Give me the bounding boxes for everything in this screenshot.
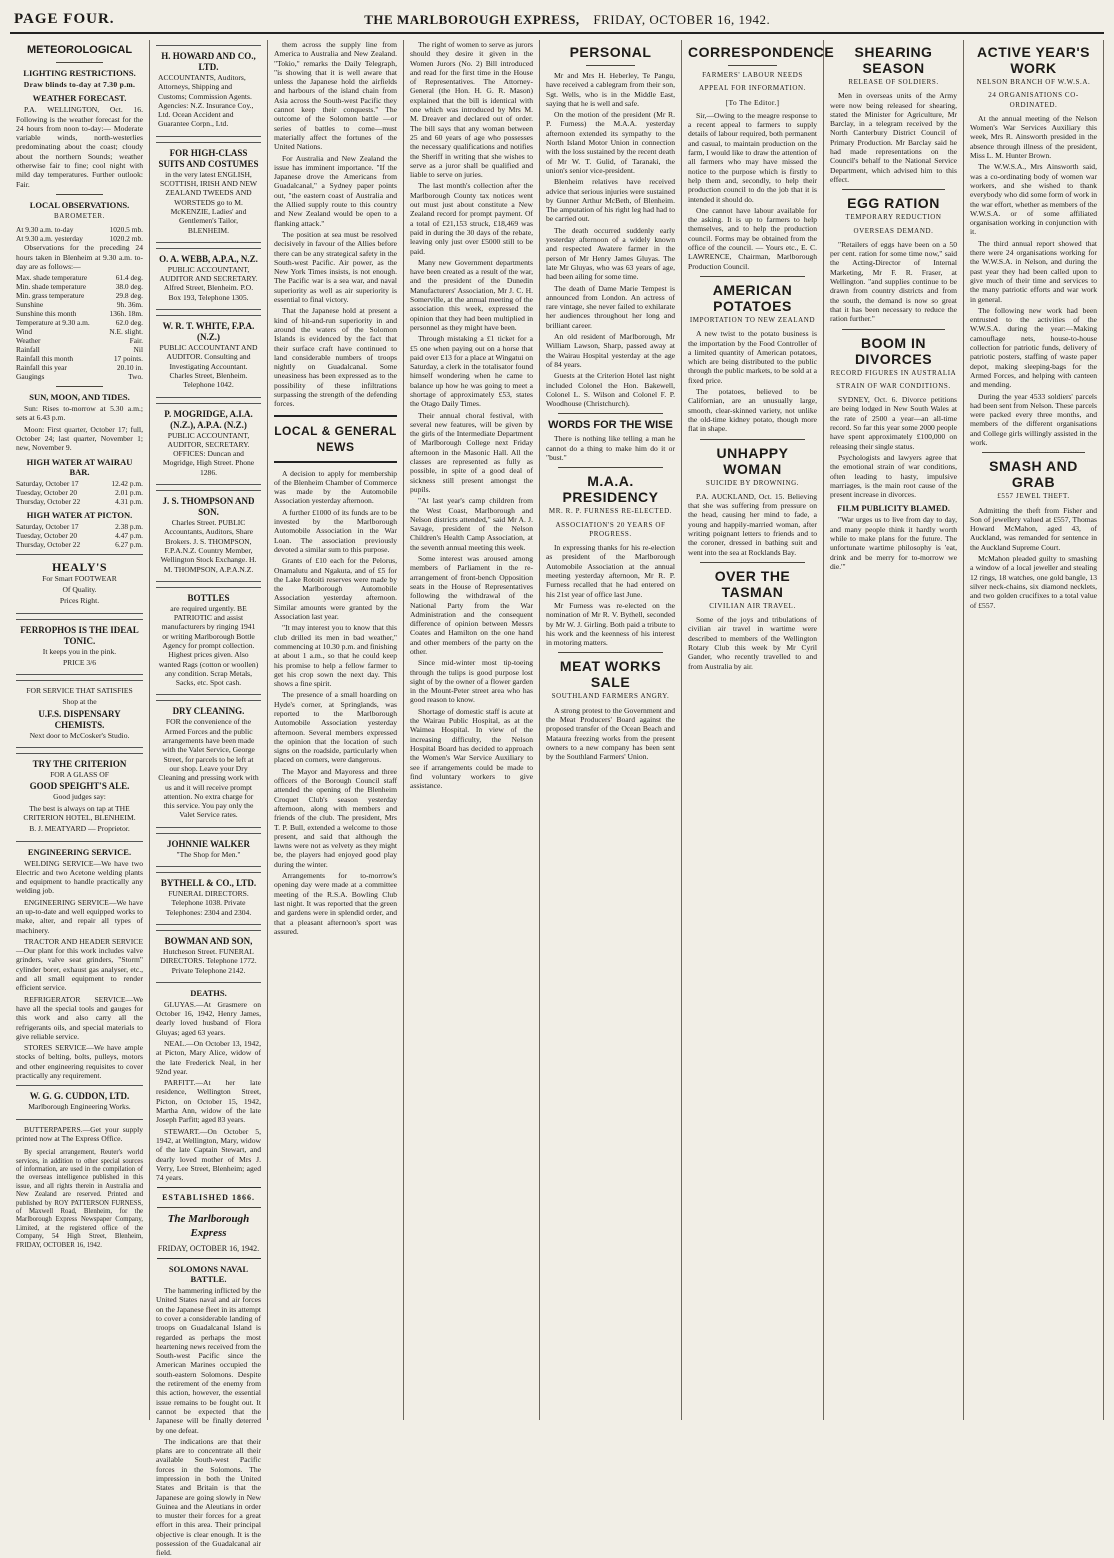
active-year-subhead-2: 24 ORGANISATIONS CO-ORDINATED.	[988, 91, 1079, 109]
article-paragraph: For Australia and New Zealand the issue has imminent importance. "If the Japanese drove the Americans from Guadalcanal," a Sydney paper points out, "the eastern coast of Australia and the Allied supply route to this country and New Zealand would be open to a flanking attack."	[274, 153, 397, 228]
news-item: The Mayor and Mayoress and three officers of the Borough Council staff attended the opening of the Blenheim Croquet Club's season yesterday afternoon, along with members and friends of the club. The president, Mrs T. P. Bull, extended a welcome to those present, and said that although the lawns were not as velvety as they might be, the players had enjoyed good play during the winter.	[274, 766, 397, 869]
ad-line: It keeps you in the pink.	[42, 646, 117, 656]
leader-paragraph: The indications are that their plans are to concentrate all their available South-west Pacific forces in the Solomons. The impression in both the United States and Britain is that the Japanese are going slowly in New Guinea and the Aleutians in order to muster their forces for a great effort in this area. Their principal objective is clear enough. It is the possession of the Guadalcanal air field.	[156, 1436, 261, 1558]
deaths-headline: DEATHS.	[190, 987, 227, 998]
ad-title: FOR HIGH-CLASS SUITS AND COSTUMES	[158, 147, 259, 169]
butterpapers-ad: BUTTERPAPERS.—Get your supply printed now at The Express Office.	[16, 1124, 143, 1143]
paper-script-title: The Marlborough Express	[167, 1212, 250, 1239]
death-notice: STEWART.—On October 5, 1942, at Wellington, Mary, widow of the late Captain Stewart, and dearly loved mother of Mrs J. Verry, Lee Street, Blenheim; aged 74 years.	[156, 1126, 261, 1183]
row-value: 61.4 deg.	[115, 273, 143, 283]
film-paragraph: "War urges us to live from day to day, and many people think it hardly worth while to make plans for the future. The unfortunate wartime philosophy is 'eat, drink and be merry for to-morrow we die.'"	[830, 515, 957, 571]
ad-title: JOHNNIE WALKER	[166, 838, 251, 849]
imprint-text: By special arrangement, Reuter's world services, in addition to other special sources of information, are used in the compilation of the overseas intelligence published in this issue, and all rights therein in Australia and New Zealand are reserved. Printed and published by ROY PATTERSON FURNESS, of Maxwell Road, Blenheim, for the Marlborough Express Newspaper Company, Limited, at the registered office of the Company, 54 High Street, Blenheim, FRIDAY, OCTOBER 16, 1942.	[16, 1149, 143, 1249]
active-year-paragraph: The following new work had been entrusted to the activities of the W.W.S.A. during the year:—Making camouflage nets, house-to-house collection for patriotic funds, delivery of patriotic posters, staffing of waste paper depot, making sleeping-bags for the Armed Forces, and helping with canteen and mending.	[970, 305, 1097, 390]
professional-ad	[156, 930, 261, 983]
personal-item: Mr and Mrs H. Heberley, Te Pangu, have received a cablegram from their son, Sgt. Wells, who is in the Middle East, saying that he is well and safe.	[546, 71, 675, 108]
smash-grab-subhead: £557 JEWEL THEFT.	[997, 492, 1070, 501]
ad-body: "The Shop for Men."	[176, 849, 241, 859]
row-value: 1020.5 mb.	[109, 225, 143, 235]
engineering-item: WELDING SERVICE—We have two Electric and two Acetone welding plants and equipment to handle practically any welding job.	[16, 858, 143, 896]
row-value: 2.38 p.m.	[115, 521, 143, 531]
ad-line: Shop at the	[62, 697, 97, 707]
row-label: Sunshine this month	[16, 309, 77, 319]
row-label: Tuesday, October 20	[16, 530, 78, 540]
smash-grab-headline: SMASH AND GRAB	[989, 458, 1078, 491]
wairau-headline: HIGH WATER AT WAIRAU BAR.	[26, 456, 133, 477]
forecast-text: P.A. WELLINGTON, Oct. 16. Following is the weather forecast for the 24 hours from noon to-day:— Moderate variable winds, north-westerlies predominating about the coast; cloudy about the northern Sounds; weather otherwise fair to fine; cool night with mild day temperatures. Further outlook: Fair.	[16, 105, 143, 189]
row-value: 4.47 p.m.	[115, 530, 143, 540]
row-value: Fair.	[129, 336, 143, 346]
divider	[700, 439, 805, 440]
tonic-ad	[16, 619, 143, 676]
healys-ad	[16, 554, 143, 614]
ad-line: Next door to McCosker's Studio.	[29, 730, 130, 740]
ad-title: HEALY'S	[51, 559, 108, 574]
ad-body: are required urgently. BE PATRIOTIC and assist manufacturers by ringing 1941 or writing Marlborough Bottle Agency for prompt collection. Highest prices given. Also wanted Rags (cotton or woollen) any condition. Scrap Metals, Sacks, etc. Spot cash.	[158, 603, 259, 688]
ad-body: ACCOUNTANTS, Auditors, Attorneys, Shipping and Customs; Commission Agents. Agencies: N.Z. Insurance Coy., Ltd. Ocean Accident and Guarantee Corpn., Ltd.	[158, 73, 254, 129]
row-value: 62.0 deg.	[115, 318, 143, 328]
meat-subhead: SOUTHLAND FARMERS ANGRY.	[551, 692, 670, 701]
ad-line: Marlborough Engineering Works.	[28, 1102, 131, 1112]
moon-text: Moon: First quarter, October 17; full, October 24; last quarter, November 1; new, November 9.	[16, 424, 143, 453]
news-item: Since mid-winter most tip-toeing through the tulips is good purpose lost sight of by the owner of a flower garden in the Mount-Peter street area who has good reason to know.	[410, 658, 533, 705]
row-label: At 9.30 a.m. yesterday	[16, 234, 83, 244]
personal-headline: PERSONAL	[569, 44, 652, 60]
table-row	[16, 479, 143, 488]
divider	[700, 562, 805, 563]
ad-title: BYTHELL & CO., LTD.	[160, 878, 257, 889]
news-item: Shortage of domestic staff is acute at the Wairau Public Hospital, as at the Waimea Hospital. In view of the increasing difficulty, the Nelson Hospital Board has decided to approach the Women's War Service Auxiliary to see if arrangements could be made to find voluntary workers to give assistance.	[410, 706, 533, 791]
divider	[157, 1207, 261, 1208]
column-5	[540, 40, 682, 1420]
correspondence-subhead-2: APPEAL FOR INFORMATION.	[698, 84, 807, 93]
ad-body: FUNERAL DIRECTORS. Telephone 1038. Private Telephones: 2304 and 2304.	[165, 889, 252, 917]
news-item: Their annual choral festival, with several new features, will be given by the girls of the Intermediate Department of Marlborough College next Friday afternoon in the Masonic Hall. All the classes are represented as fully as possible, in spite of a good deal of sickness still present amongst the pupils.	[410, 410, 533, 494]
ad-line: Of Quality.	[62, 584, 97, 594]
news-item: The presence of a small hoarding on Hyde's corner, at Springlands, was reported to the Marlborough Automobile Association yesterday afternoon. Several members expressed the opinion that the location of such signs on the roadside, particularly when placed on corners, were dangerous.	[274, 690, 397, 765]
divider	[56, 194, 103, 195]
row-value: 6.27 p.m.	[115, 539, 143, 549]
row-value: 4.31 p.m.	[115, 496, 143, 506]
row-value: Two.	[128, 372, 143, 382]
table-row	[16, 300, 143, 309]
leader-paragraph: The hammering inflicted by the United States naval and air forces on the Japanese fleet in its attempt to cover a considerable landing of troops on Guadalcanal Island is regarded as perhaps the most heartening news received from the South-west Pacific since the American Marines occupied the south-eastern Solomons. Despite the retirement of the enemy from this action, however, the essential issue remains to be fought out. It cannot be expected that the Japanese will be finally deterred by one defeat.	[156, 1286, 261, 1435]
table-row	[16, 336, 143, 345]
divider	[842, 329, 945, 330]
leader-headline: SOLOMONS NAVAL BATTLE.	[168, 1264, 249, 1285]
ad-title: J. S. THOMPSON AND SON.	[162, 496, 255, 518]
row-label: Temperature at 9.30 a.m.	[16, 318, 90, 328]
paper-name: THE MARLBOROUGH EXPRESS,	[364, 12, 580, 27]
tasman-headline: OVER THE TASMAN	[714, 567, 791, 600]
row-value: 1020.2 mb.	[109, 234, 143, 244]
observations-headline: LOCAL OBSERVATIONS.	[29, 199, 130, 210]
divider	[56, 62, 103, 63]
forecast-headline: WEATHER FORECAST.	[32, 93, 127, 104]
active-year-subhead: NELSON BRANCH OF W.W.S.A.	[976, 78, 1091, 86]
personal-item: An old resident of Marlborough, Mr William Lawson, Sharp, passed away at the Wairau Hospital yesterday at the age of 84 years.	[546, 332, 675, 369]
barometer-table	[16, 225, 143, 243]
table-row	[16, 497, 143, 506]
observations-table	[16, 273, 143, 381]
professional-ad	[156, 833, 261, 867]
ad-body: FOR the convenience of the Armed Forces and the public arrangements have been made with the Valet Service, George Street, for parcels to be left at our shop. Leave your Dry Cleaning and pressing work with us and it will receive prompt attention. No extra charge for this service. You pay only the Valet Service rates.	[158, 717, 259, 820]
page-number: PAGE FOUR.	[14, 11, 115, 27]
news-item: Through mistaking a £1 ticket for a £5 one when paying out on a horse that paid over £13 for a place at Wingatui on Saturday, a clerk in the totalisator found himself wondering when he came to balance up how he was going to meet a shortage of approximately £53, states the Otago Daily Times.	[410, 334, 533, 409]
row-label: Saturday, October 17	[16, 521, 79, 531]
news-item: The right of women to serve as jurors should they desire it given in the Women Jurors (No. 2) Bill introduced and read for the first time in the House of Representatives. The Attorney-General (the Hon. H. G. R. Mason) explained that the bill is identical with one which was introduced by Mrs M. M. Dreaver and declared out of order. The bill says that any woman between 25 and 60 years of age who possesses the necessary qualifications and notifies the Sheriff in writing that she wishes to serve as a juror shall be qualified and liable to serve on juries.	[410, 40, 533, 180]
professional-ad	[156, 45, 261, 137]
egg-paragraph: "Retailers of eggs have been on a 50 per cent. ration for some time now," said the Acting-Director of Internal Marketing, Mr F. R. Fraser, at Wellington. "and supplies continue to be drawn from country districts and from the south, the demand is now so great that it has been necessary to reduce the ration further."	[830, 239, 957, 324]
row-label: At 9.30 a.m. to-day	[16, 225, 74, 235]
death-notice: PARFITT.—At her late residence, Wellington Street, Picton, on October 15, 1942, Martha Ann, widow of the late Joseph Parfitt; aged 83 years.	[156, 1078, 261, 1125]
professional-ad	[156, 142, 261, 243]
table-row	[16, 372, 143, 381]
column-4	[404, 40, 540, 1420]
article-paragraph: them across the supply line from America to Australia and New Zealand. "Tokio," remarks the Daily Telegraph, "is showing that it is well aware that unless the Japanese hold the airfields and harbours of the island chain from Asia across the South-west Pacific they cannot keep their conquests." The outcome of the Solomon battle —or series of battles to come—must materially affect the fortunes of the United Nations.	[274, 40, 397, 152]
ad-line: FOR SERVICE THAT SATISFIES	[26, 686, 133, 696]
ad-line: PRICE 3/6	[62, 657, 97, 667]
ufs-ad	[16, 680, 143, 748]
row-label: Gaugings	[16, 372, 45, 382]
divider	[842, 189, 945, 190]
row-value: N.E. slight.	[109, 327, 143, 337]
unhappy-subhead: SUICIDE BY DROWNING.	[705, 478, 800, 487]
smash-grab-paragraph: McMahon pleaded guilty to smashing a window of a local jeweller and stealing 12 rings, 18 watches, one gold bangle, 13 silver neck-chains, six diamond necklets, and two golden crucifixes to a total value of £557.	[970, 554, 1097, 610]
egg-subhead-2: OVERSEAS DEMAND.	[853, 226, 934, 235]
divorces-paragraph: SYDNEY, Oct. 6. Divorce petitions are being lodged in New South Wales at the rate of 2500 a year—an all-time record. So far this year some 2000 people have spent approximately £100,000 on releasing their single status.	[830, 395, 957, 451]
maa-subhead: MR. R. P. FURNESS RE-ELECTED.	[548, 507, 673, 516]
barometer-headline: BAROMETER.	[54, 211, 105, 220]
table-row	[16, 273, 143, 282]
ad-line: Good judges say:	[53, 792, 106, 802]
maa-paragraph: Mr Furness was re-elected on the nomination of Mr R. V. Bythell, seconded by Mr W. J. Girling. Both paid a tribute to his work and the keenness of his interest in motoring matters.	[546, 600, 675, 648]
row-label: Min. grass temperature	[16, 291, 85, 301]
row-value: 38.0 deg.	[115, 282, 143, 292]
row-value: 9h. 36m.	[116, 300, 143, 310]
divorces-paragraph: Psychologists and lawyers agree that the emotional strain of war conditions, often leading to hasty, impulsive marriages, is the main root cause of the present increase in divorces.	[830, 452, 957, 500]
shearing-subhead: RELEASE OF SOLDIERS.	[848, 78, 939, 86]
divorces-headline: BOOM IN DIVORCES	[854, 334, 933, 367]
imprint	[16, 1149, 143, 1250]
divider	[558, 652, 663, 653]
row-value: 17 points.	[113, 354, 143, 364]
active-year-paragraph: During the year 4533 soldiers' parcels had been sent from Nelson. These parcels were packed every three months, and members of the different organisations and College girls willingly assisted in the work.	[970, 391, 1097, 447]
ad-body: in the very latest ENGLISH, SCOTTISH, IRISH AND NEW ZEALAND TWEEDS AND WORSTEDS go to M. McKENZIE, Ladies' and Gentlemen's Tailor, BLENHEIM.	[159, 169, 258, 235]
table-row	[16, 345, 143, 354]
row-label: Rainfall this month	[16, 354, 74, 364]
meat-headline: MEAT WORKS SALE	[559, 658, 662, 691]
news-item: "It may interest you to know that this club drilled its men in bad weather," commencing at 10.30 p.m. and finishing at about 1 a.m., so that he could keep his promise to help a fellow farmer to get his crop sown the next day. This shows a fine spirit.	[274, 623, 397, 689]
correspondence-headline: CORRESPONDENCE	[688, 44, 835, 60]
ad-title: TRY THE CRITERION	[32, 759, 127, 770]
column-8	[964, 40, 1104, 1420]
wairau-table	[16, 479, 143, 506]
divider	[558, 467, 663, 468]
ad-title: W. G. G. CUDDON, LTD.	[29, 1091, 130, 1102]
ad-title: P. MOGRIDGE, A.I.A. (N.Z.), A.P.A. (N.Z.)	[164, 408, 253, 430]
shearing-paragraph: Men in overseas units of the Army were now being released for shearing, stated the Minister for Agriculture, Mr Barclay, in a telegram received by the North Canterbury District Council of Primary Production. Mr Barclay said he had made representations on the Council's behalf to the National Service Department, which advised him to this effect.	[830, 91, 957, 184]
professional-ad	[156, 587, 261, 696]
ad-title: BOTTLES	[187, 592, 230, 603]
news-item: Some interest was aroused among members of Parliament in the re-arrangement of front-bench Opposition seats in the House of Representatives following the withdrawal of the National Party from the War Administration and the consequent difference of opinion between Messrs Coates and Hamilton on the one hand and other members of the party on the other.	[410, 554, 533, 656]
table-row	[16, 309, 143, 318]
sun-moon-headline: SUN, MOON, AND TIDES.	[29, 392, 130, 403]
ad-line: Prices Right.	[59, 596, 100, 606]
row-value: 20.10 in.	[116, 363, 143, 373]
picton-headline: HIGH WATER AT PICTON.	[26, 509, 133, 520]
egg-subhead: TEMPORARY REDUCTION	[845, 213, 942, 222]
column-2	[150, 40, 268, 1558]
divorces-subhead-2: STRAIN OF WAR CONDITIONS.	[836, 381, 951, 390]
divider	[56, 386, 103, 387]
ad-body: PUBLIC ACCOUNTANT, AUDITOR AND SECRETARY. Alfred Street, Blenheim. P.O. Box 193, Telephone 1305.	[159, 264, 258, 302]
death-notice: GLUYAS.—At Grasmere on October 16, 1942, Henry James, dearly loved husband of Flora Gluyas; aged 63 years.	[156, 999, 261, 1037]
row-label: Min. shade temperature	[16, 282, 86, 292]
table-row	[16, 531, 143, 540]
personal-item: Guests at the Criterion Hotel last night included Colonel the Hon. Bakewell, Colonel L. S. Wilson and Colonel F. P. Woodhouse (Christchurch).	[546, 371, 675, 409]
ad-body: PUBLIC ACCOUNTANT AND AUDITOR. Consulting and Investigating Accountant. Charles Street, Blenheim. Telephone 1042.	[159, 343, 258, 390]
lighting-headline: LIGHTING RESTRICTIONS.	[23, 68, 136, 78]
picton-table	[16, 522, 143, 549]
table-row	[16, 234, 143, 243]
engineering-item: TRACTOR AND HEADER SERVICE—Our plant for this work includes valve grinders, valve seat grinders, "Storm" cylinder borer, exhaust gas analyser, etc., and all small equipment to render efficient service.	[16, 936, 143, 993]
ad-title: FERROPHOS IS THE IDEAL TONIC.	[20, 624, 139, 646]
divorces-subhead: RECORD FIGURES IN AUSTRALIA	[830, 368, 957, 377]
divider	[982, 452, 1085, 453]
professional-ad	[156, 403, 261, 485]
potatoes-paragraph: The potatoes, believed to be Californian, are an unusually large, smooth, clear-skinned variety, not unlike the old-time kidney potato, though more flat in shape.	[688, 387, 817, 434]
professional-ad	[156, 872, 261, 925]
news-item: The last month's collection after the Marlborough County tax notices went out must just about constitute a New Zealand record for prompt payment. Of a total of £21,153 struck, £18,469 was paid in during the 30 days of the rebate, leaving only just over £5000 still to be paid.	[410, 181, 533, 256]
article-paragraph: That the Japanese hold at present a kind of hit-and-run superiority in and around the waters of the Solomon Islands is evidenced by the fact that their surface craft have continued to land considerable numbers of troops nightly on Guadalcanal. Some uneasiness has been expressed as to the possibility of these infiltrations surpassing the strength of the defending forces.	[274, 306, 397, 409]
table-row	[16, 225, 143, 234]
ad-line: B. J. MEATYARD — Proprietor.	[29, 824, 130, 834]
news-item: A decision to apply for membership of the Blenheim Chamber of Commerce was made by the Automobile Association yesterday afternoon.	[274, 468, 397, 506]
news-item: A further £1000 of its funds are to be invested by the Marlborough Automobile Association in the War Loan. The association previously devoted a similar sum to this purpose.	[274, 507, 397, 554]
table-row	[16, 318, 143, 327]
row-label: Wind	[16, 327, 33, 337]
shearing-headline: SHEARING SEASON	[854, 44, 933, 76]
smash-grab-paragraph: Admitting the theft from Fisher and Son of jewellery valued at £557, Thomas Howard McMahon, aged 43, of Auckland, was remanded for sentence in the Auckland Supreme Court.	[970, 505, 1097, 552]
ad-title: W. R. T. WHITE, F.P.A. (N.Z.)	[162, 321, 255, 343]
ad-body: PUBLIC ACCOUNTANT, AUDITOR, SECRETARY. OFFICES: Duncan and Mogridge, High Street. Phone 1286.	[162, 430, 255, 477]
tasman-paragraph: Some of the joys and tribulations of civilian air travel in wartime were described to members of the Wellington Rotary Club this week by Mr Cyril Gander, who recently travelled to and from Australia by air.	[688, 615, 817, 671]
ad-title: DRY CLEANING.	[172, 706, 245, 717]
potatoes-paragraph: A new twist to the potato business is the importation by the Food Controller of a limited quantity of American potatoes, which are being distributed to the public through the public markets, to be sold at a fixed price.	[688, 329, 817, 385]
column-6	[682, 40, 835, 1420]
egg-headline: EGG RATION	[847, 195, 940, 212]
row-label: Weather	[16, 336, 41, 346]
maa-subhead-2: ASSOCIATION'S 20 YEARS OF PROGRESS.	[555, 520, 666, 538]
ad-title: GOOD SPEIGHT'S ALE.	[29, 781, 130, 792]
professional-ad	[156, 700, 261, 827]
row-label: Rainfall	[16, 345, 40, 355]
active-year-paragraph: The W.W.S.A., Mrs Ainsworth said, was a co-ordinating body of women war workers, and she wished to thank everybody who did some form of work in the war effort, whether as members of the W.W.S.A. or of some affiliated organisation working in conjunction with it.	[970, 162, 1097, 237]
criterion-ad	[16, 753, 143, 841]
table-row	[16, 522, 143, 531]
cuddon-ad	[16, 1085, 143, 1119]
ad-body: Charles Street. PUBLIC Accountants, Auditors, Share Brokers. J. S. THOMPSON, F.P.A.N.Z. Country Member, Wellington Stock Exchange. H. M. THOMPSON, A.P.A.N.Z.	[160, 518, 257, 574]
potatoes-subhead: IMPORTATION TO NEW ZEALAND	[689, 315, 816, 324]
divider	[586, 65, 635, 66]
sun-text: Sun: Rises to-morrow at 5.30 a.m.; sets at 6.43 p.m.	[16, 404, 143, 423]
article-paragraph: The position at sea must be resolved decisively in favour of the Allies before there can be any strategical safety in the South-west Pacific. Air power, as the New York Times insists, is not enough. The Pacific war is a sea war, and naval superiority as well as air superiority is essential to final victory.	[274, 229, 397, 305]
meteorological-headline: METEOROLOGICAL	[26, 44, 133, 56]
row-label: Thursday, October 22	[16, 496, 81, 506]
row-value: 136h. 18m.	[109, 309, 143, 319]
film-headline: FILM PUBLICITY BLAMED.	[837, 503, 950, 514]
active-year-headline: ACTIVE YEAR'S WORK	[976, 44, 1091, 76]
ad-title: O. A. WEBB, A.P.A., N.Z.	[159, 253, 258, 264]
engineering-headline: ENGINEERING SERVICE.	[27, 846, 132, 857]
paper-title	[364, 12, 770, 28]
row-value: 2.01 p.m.	[115, 487, 143, 497]
maa-headline: M.A.A. PRESIDENCY	[562, 473, 659, 506]
letter-paragraph: Sir,—Owing to the meagre response to a recent appeal to farmers to supply details of labour required, both permanent and casual, to maintain production on the farm, I would like to draw the attention of all farmers who may have missed the notice to the purpose which is firstly to help them and, secondly, to help their production council to do the job that it is intended it should do.	[688, 110, 817, 204]
professional-ad	[156, 490, 261, 582]
row-label: Tuesday, October 20	[16, 487, 78, 497]
active-year-paragraph: The third annual report showed that there were 24 organisations working for the W.W.S.A. in Nelson, and during the past year they had been called upon to give much of their time and services to the many patriotic efforts and war work in general.	[970, 238, 1097, 304]
personal-item: The death of Dame Marie Tempest is announced from London. An actress of rare vintage, she never failed to exhilarate her audiences throughout her long and brilliant career.	[546, 283, 675, 330]
established-line: ESTABLISHED 1866.	[162, 1193, 255, 1203]
correspondence-subhead: FARMERS' LABOUR NEEDS	[702, 71, 803, 79]
table-row	[16, 354, 143, 363]
table-row	[16, 488, 143, 497]
paper-date: FRIDAY, OCTOBER 16, 1942.	[593, 12, 771, 27]
meat-paragraph: A strong protest to the Government and the Meat Producers' Board against the proposed transfer of the Ocean Beach and Mataura freezing works from the present owners to a new company has been sent by the Southland Farmers' Union.	[546, 705, 675, 762]
news-item: Many new Government departments have been created as a result of the war, and the president of the Dunedin Manufacturers' Association, Mr J. C. H. Somerville, at the annual meeting of the association this week, expressed the opinion that they had been multiplied in personnel as they might have been.	[410, 257, 533, 332]
engineering-item: STORES SERVICE—We have ample stocks of belting, bolts, pulleys, motors and other engineering requisites to cover practically any requirement.	[16, 1043, 143, 1081]
page-masthead	[10, 6, 1104, 34]
unhappy-paragraph: P.A. AUCKLAND, Oct. 15. Believing that she was suffering from pressure on the head, causing her mind to fade, a young and happily-married woman, after writing poignant letters to friends and to the coroner, dressed in bathing suit and went into the sea at Rocklands Bay.	[688, 491, 817, 557]
news-item: Arrangements for to-morrow's opening day were made at a committee meeting of the R.S.A. Bowling Club last night. It was reported that the green and gardens were in splendid order, and that a pleasant afternoon's sport was assured.	[274, 871, 397, 936]
divider	[558, 413, 663, 414]
personal-item: The death occurred suddenly early yesterday afternoon of a widely known and respected Awatere farmer in the person of Mr Henry James Gluyas. The late Mr Gluyas, who was 63 years of age, had been ailing for some time.	[546, 225, 675, 282]
ad-title: U.F.S. DISPENSARY CHEMISTS.	[38, 708, 121, 730]
divider	[274, 461, 397, 463]
local-general-headline: LOCAL & GENERAL NEWS	[274, 423, 397, 454]
divider	[274, 415, 397, 417]
table-row	[16, 363, 143, 372]
maa-paragraph: In expressing thanks for his re-election as president of the Marlborough Automobile Association at the annual meeting yesterday afternoon, Mr R. P. Furness recalled that he had entered on his 21st year of office last June.	[546, 543, 675, 599]
ad-title: BOWMAN AND SON,	[164, 935, 253, 946]
row-label: Max. shade temperature	[16, 273, 88, 283]
news-item: Grants of £10 each for the Pelorus, Onamalutu and Ngakuta, and of £5 for the Lake Rotoiti reserves were made by the Marlborough Automobile Association yesterday afternoon. Similar amounts were granted by the Association last year.	[274, 556, 397, 622]
letter-paragraph: One cannot have labour available for the asking. It is up to farmers to help themselves, and to help the production council. Forms may be obtained from the office of the council. — Yours etc., E. C. LAWRENCE, Chairman, Marlborough Production Council.	[688, 205, 817, 271]
nameplate-date: FRIDAY, OCTOBER 16, 1942.	[157, 1243, 260, 1253]
words-text: There is nothing like telling a man he cannot do a thing to make him do it or "bust."	[546, 434, 675, 462]
professional-ad	[156, 315, 261, 397]
personal-item: On the motion of the president (Mr R. P. Furness) the M.A.A. yesterday afternoon extended its sympathy to the North Island Motor Union in connection with the loss sustained by the recent death of Mr W. T. Gulid, of Taranaki, the union's senior vice-president.	[546, 110, 675, 175]
ad-title: H. HOWARD AND CO., LTD.	[161, 51, 256, 72]
news-item: "At last year's camp children from the West Coast, Marlborough and Nelson districts attended," said Mr A. J. Savage, president of the Nelson Children's Health Camp Association, at the seventh annual meeting this week.	[410, 496, 533, 552]
row-label: Saturday, October 17	[16, 478, 79, 488]
divider	[700, 276, 805, 277]
ad-body: Hutcheson Street. FUNERAL DIRECTORS. Telephone 1772. Private Telephone 2142.	[160, 946, 257, 975]
engineering-item: REFRIGERATOR SERVICE—We have all the special tools and gauges for this work and also carry all the refrigerants oils, and special materials to give reliable service.	[16, 994, 143, 1041]
row-label: Sunshine	[16, 300, 44, 310]
words-headline: WORDS FOR THE WISE	[548, 419, 673, 432]
to-the-editor: [To The Editor.]	[725, 97, 780, 107]
unhappy-headline: UNHAPPY WOMAN	[716, 444, 789, 477]
professional-ad	[156, 248, 261, 310]
active-year-paragraph: At the annual meeting of the Nelson Women's War Services Auxiliary this week, Mrs R. Ainsworth presided in the absence through illness of the president, Miss L. M. Hunter Brown.	[970, 113, 1097, 161]
ad-line: FOR A GLASS OF	[50, 770, 109, 780]
row-value: 29.8 deg.	[115, 291, 143, 301]
row-value: Nil	[133, 345, 143, 355]
row-value: 12.42 p.m.	[111, 478, 143, 488]
column-3	[268, 40, 404, 1420]
column-1	[10, 40, 150, 1420]
column-7	[824, 40, 964, 1420]
row-label: Thursday, October 22	[16, 539, 81, 549]
row-label: Rainfall this year	[16, 363, 67, 373]
paper-nameplate	[157, 1187, 261, 1259]
table-row	[16, 282, 143, 291]
table-row	[16, 291, 143, 300]
personal-item: Blenheim relatives have received advice that serious injuries were sustained by Gunner Arthur McBeth, of Blenheim. The amputation of his right leg had had to be carried out.	[546, 177, 675, 224]
table-row	[16, 327, 143, 336]
ad-line: For Smart FOOTWEAR	[42, 573, 117, 583]
ad-line: The best is always on tap at THE CRITERION HOTEL, BLENHEIM.	[23, 803, 136, 822]
death-notice: NEAL.—On October 13, 1942, at Picton, Mary Alice, widow of the late Frederick Neal, in her 92nd year.	[156, 1039, 261, 1076]
lighting-note: Draw blinds to-day at 7.30 p.m.	[23, 80, 136, 89]
divider	[728, 65, 777, 66]
engineering-item: ENGINEERING SERVICE—We have an up-to-date and well equipped works to make, alter, and repair all types of machinery.	[16, 897, 143, 935]
potatoes-headline: AMERICAN POTATOES	[712, 281, 793, 314]
observations-note: Observations for the preceding 24 hours taken in Blenheim at 9.30 a.m. to-day are as follows:—	[16, 243, 143, 271]
table-row	[16, 540, 143, 549]
tasman-subhead: CIVILIAN AIR TRAVEL.	[709, 601, 796, 610]
